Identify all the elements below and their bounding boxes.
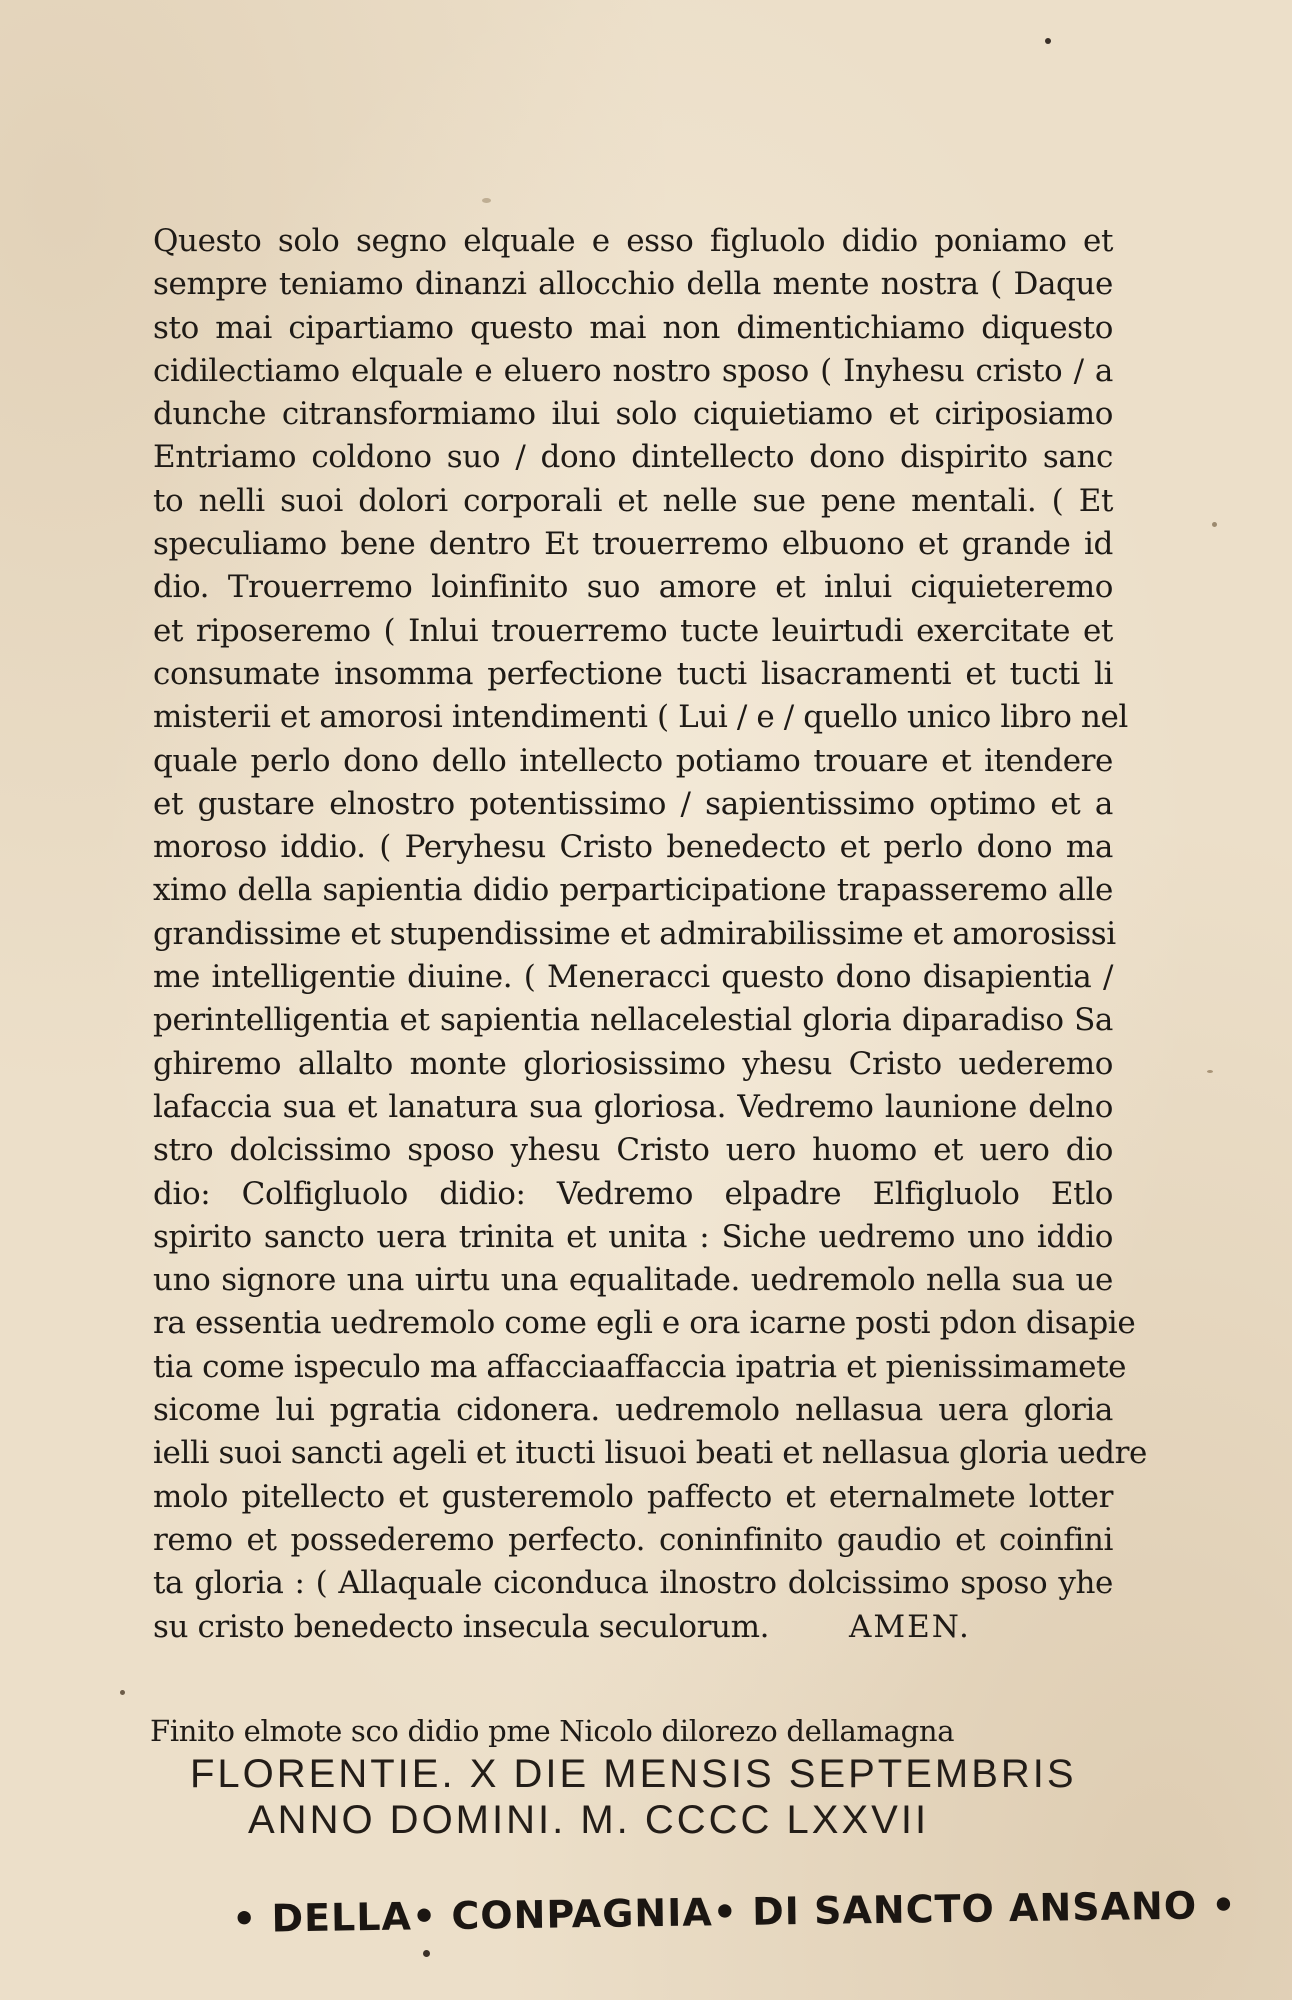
text-line: moroso iddio. ( Peryhesu Cristo benedecto et perlo dono ma: [153, 829, 1113, 866]
text-line: speculiamo bene dentro Et trouerremo elbuono et grande id: [153, 526, 1113, 563]
text-line: sicome lui pgratia cidonera. uedremolo nellasua uera gloria: [153, 1392, 1113, 1429]
ink-speck: [120, 1690, 125, 1695]
text-line: et gustare elnostro potentissimo / sapientissimo optimo et a: [153, 785, 1113, 822]
text-line: misterii et amorosi intendimenti ( Lui / e / quello unico libro nel: [153, 699, 1128, 736]
text-line: sempre teniamo dinanzi allocchio della mente nostra ( Daque: [153, 266, 1113, 303]
text-line: perintelligentia et sapientia nellacelestial gloria diparadiso Sa: [153, 1002, 1113, 1039]
ink-speck: [1207, 1070, 1213, 1073]
text-line: Questo solo segno elquale e esso figluolo didio poniamo et: [153, 223, 1113, 259]
text-line: uno signore una uirtu una equalitade. uedremolo nella sua ue: [153, 1262, 1113, 1299]
closing-text: su cristo benedecto insecula seculorum.: [153, 1608, 770, 1645]
text-line: lafaccia sua et lanatura sua gloriosa. Vedremo launione delno: [153, 1088, 1113, 1125]
main-text: [153, 220, 1147, 1649]
text-line: me intelligentie diuine. ( Meneracci questo dono disapientia /: [153, 959, 1113, 996]
ownership-inscription: • DELLA• CONPAGNIA• DI SANCTO ANSANO •: [231, 1882, 1237, 1942]
text-line: ra essentia uedremolo come egli e ora icarne posti pdon disapie: [153, 1305, 1136, 1342]
text-line: tia come ispeculo ma affacciaaffaccia ipatria et pienissimamete: [153, 1348, 1127, 1385]
text-line: to nelli suoi dolori corporali et nelle sue pene mentali. ( Et: [153, 482, 1113, 519]
ink-speck: [1045, 38, 1051, 44]
text-line: ta gloria : ( Allaquale ciconduca ilnostro dolcissimo sposo yhe: [153, 1565, 1113, 1602]
ink-speck: [423, 1950, 430, 1957]
text-line: ielli suoi sancti ageli et itucti lisuoi beati et nellasua gloria uedre: [153, 1435, 1147, 1472]
imprint-date-line: FLORENTIE. X DIE MENSIS SEPTEMBRIS: [190, 1752, 1077, 1796]
text-line: dio. Trouerremo loinfinito suo amore et inlui ciquieteremo: [153, 569, 1113, 606]
text-line: molo pitellecto et gusteremolo paffecto et eternalmete lotter: [153, 1478, 1113, 1515]
closing-line: [153, 1606, 1113, 1649]
ink-speck: [482, 198, 491, 203]
text-line: remo et possederemo perfecto. coninfinito gaudio et coinfini: [153, 1521, 1113, 1558]
text-line: dunche citransformiamo ilui solo ciquietiamo et ciriposiamo: [153, 396, 1113, 433]
colophon: Finito elmote sco didio pme Nicolo dilorezo dellamagna: [150, 1714, 955, 1748]
text-line: sto mai cipartiamo questo mai non dimentichiamo diquesto: [153, 309, 1113, 346]
amen-text: AMEN.: [849, 1608, 971, 1645]
text-line: consumate insomma perfectione tucti lisacramenti et tucti li: [153, 655, 1113, 692]
text-line: ximo della sapientia didio perparticipatione trapasseremo alle: [153, 872, 1113, 909]
text-line: stro dolcissimo sposo yhesu Cristo uero huomo et uero dio: [153, 1132, 1113, 1169]
imprint-year-line: ANNO DOMINI. M. CCCC LXXVII: [248, 1798, 930, 1842]
text-line: cidilectiamo elquale e eluero nostro sposo ( Inyhesu cristo / a: [153, 352, 1113, 389]
text-line: dio: Colfigluolo didio: Vedremo elpadre Elfigluolo Etlo: [153, 1175, 1113, 1212]
text-line: grandissime et stupendissime et admirabilissime et amorosissi: [153, 915, 1116, 952]
text-line: spirito sancto uera trinita et unita : Siche uedremo uno iddio: [153, 1218, 1113, 1255]
text-line: ghiremo allalto monte gloriosissimo yhesu Cristo uederemo: [153, 1045, 1113, 1082]
text-line: quale perlo dono dello intellecto potiamo trouare et itendere: [153, 742, 1113, 779]
text-line: et riposeremo ( Inlui trouerremo tucte leuirtudi exercitate et: [153, 612, 1113, 649]
text-line: Entriamo coldono suo / dono dintellecto dono dispirito sanc: [153, 439, 1113, 476]
ink-speck: [1212, 522, 1217, 527]
